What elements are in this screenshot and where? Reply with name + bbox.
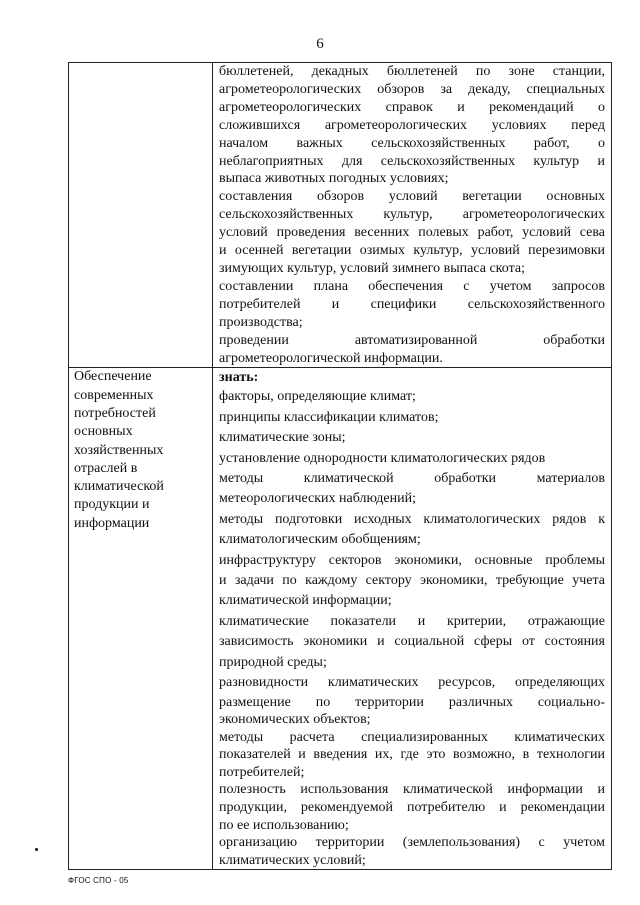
text-line: метеорологических наблюдений; (219, 491, 416, 507)
knowledge-list-main (219, 387, 605, 693)
margin-dot (35, 848, 38, 851)
text-line: климатической информации; (219, 593, 392, 609)
text-line: организацию территории (землепользования) с учетом (219, 835, 605, 851)
text-line: факторы, определяющие климат; (219, 389, 416, 405)
knowledge-list-continued (219, 694, 605, 870)
table-row (69, 63, 612, 368)
text-line: бюллетеней, декадных бюллетеней по зоне станции, (219, 64, 605, 79)
text-line: агрометеорологических обзоров за декаду, специальных (219, 81, 605, 97)
text-line: агрометеорологических справок и рекомендаций о (219, 99, 605, 115)
text-line: продукции, рекомендуемой потребителю и рекомендации (219, 800, 605, 816)
row1-left-cell (69, 63, 213, 368)
competency-title-line: отраслей в (74, 460, 138, 476)
row2-right-cell (213, 368, 612, 870)
page-number: 6 (316, 36, 324, 52)
text-line: сложившихся агрометеорологических условиях перед (219, 117, 605, 133)
competency-title-line: информации (74, 515, 150, 531)
competency-title-line: хозяйственных (74, 442, 164, 458)
text-line: агрометеорологической информации. (219, 350, 443, 366)
competency-title-line: современных (74, 387, 154, 403)
text-line: климатологическим обобщениям; (219, 532, 421, 548)
row2-left-cell (69, 368, 213, 870)
text-line: и осенней вегетации озимых культур, условий перезимовки (219, 243, 605, 259)
text-line: производства; (219, 314, 303, 330)
text-line: методы подготовки исходных климатологических рядов к (219, 511, 605, 527)
text-line: потребителей; (219, 764, 305, 780)
text-line: климатические показатели и критерии, отражающие (219, 613, 605, 629)
text-line: экономических объектов; (219, 712, 371, 728)
text-line: по ее использованию; (219, 817, 349, 833)
competency-title-line: продукции и (74, 497, 150, 513)
text-line: зависимость экономики и социальной сферы от состояния (219, 634, 605, 650)
competency-title-line: Обеспечение (74, 369, 152, 385)
know-heading: знать: (219, 370, 259, 386)
text-line: потребителей и специфики сельскохозяйственного (219, 296, 605, 312)
row1-right-cell (213, 63, 612, 368)
text-line: составлении плана обеспечения с учетом запросов (219, 278, 605, 294)
text-line: условий проведения весенних полевых работ, условий сева (219, 225, 605, 241)
text-line: принципы классификации климатов; (219, 409, 439, 425)
competency-title-line: климатической (74, 479, 164, 495)
text-line: размещение по территории различных социально- (219, 694, 605, 710)
competency-table (68, 62, 612, 870)
text-line: разновидности климатических ресурсов, определяющих (219, 675, 605, 691)
text-line: показателей и введения их, где это возможно, в технологии (219, 747, 605, 763)
competency-title-line: основных (74, 424, 133, 440)
text-line: инфраструктуру секторов экономики, основные проблемы (219, 552, 605, 568)
text-line: методы расчета специализированных климатических (219, 729, 605, 745)
text-line: началом важных сельскохозяйственных работ, о (219, 135, 605, 151)
text-line: и задачи по каждому сектору экономики, требующие учета (219, 573, 605, 589)
competency-title-line: потребностей (74, 406, 156, 421)
text-line: климатических условий; (219, 852, 366, 868)
text-line: климатические зоны; (219, 430, 346, 446)
text-line: установление однородности климатологических рядов (219, 450, 546, 466)
text-line: зимующих культур, условий зимнего выпаса скота; (219, 260, 525, 276)
text-line: сельскохозяйственных культур, агрометеорологических (219, 207, 605, 223)
table-row (69, 368, 612, 870)
text-line: полезность использования климатической информации и (219, 782, 605, 798)
text-line: составления обзоров условий вегетации основных (219, 189, 605, 205)
text-line: природной среды; (219, 654, 327, 670)
footer-code: ФГОС СПО - 05 (68, 876, 129, 885)
text-line: неблагоприятных для сельскохозяйственных культур и (219, 153, 605, 169)
text-line: выпаса животных погодных условиях; (219, 171, 449, 187)
text-line: методы климатической обработки материалов (219, 471, 605, 487)
text-line: проведении автоматизированной обработки (219, 332, 605, 348)
